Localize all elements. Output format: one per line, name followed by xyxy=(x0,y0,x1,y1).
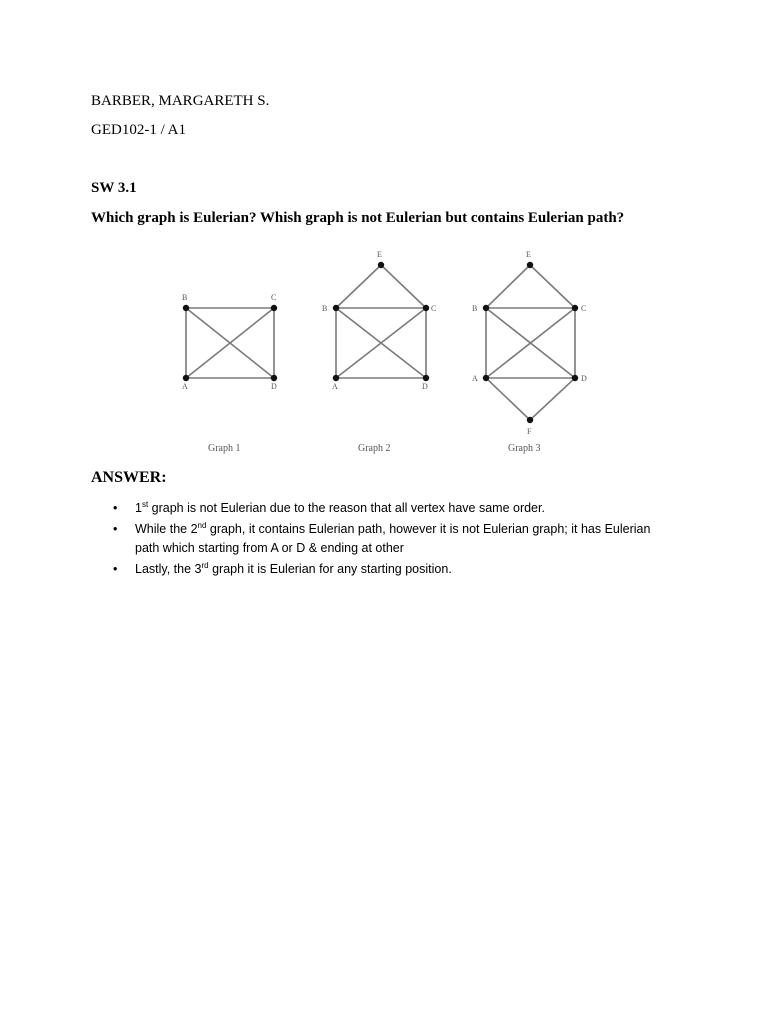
vertex-dot xyxy=(271,375,277,381)
vertex-dot xyxy=(527,417,533,423)
edge xyxy=(530,378,575,420)
answer-item: • Lastly, the 3rd graph it is Eulerian for any starting position. xyxy=(113,560,673,579)
graph-2-edges xyxy=(336,265,426,378)
vertex-dot xyxy=(333,305,339,311)
edge xyxy=(336,265,381,308)
vertex-label: B xyxy=(182,293,188,302)
edge xyxy=(486,378,530,420)
vertex-dot xyxy=(423,305,429,311)
vertex-dot xyxy=(483,305,489,311)
vertex-label: A xyxy=(472,374,478,383)
edge xyxy=(486,265,530,308)
graph-caption: Graph 3 xyxy=(508,443,541,454)
edge xyxy=(530,265,575,308)
vertex-label: E xyxy=(526,250,531,259)
vertex-label: B xyxy=(472,304,478,313)
vertex-label: C xyxy=(271,293,277,302)
vertex-label: C xyxy=(431,304,437,313)
student-name: BARBER, MARGARETH S. xyxy=(91,93,270,109)
seatwork-title: SW 3.1 xyxy=(91,180,137,196)
bullet-icon: • xyxy=(113,522,118,536)
vertex-label: D xyxy=(581,374,587,383)
vertex-label: B xyxy=(322,304,328,313)
vertex-label: A xyxy=(332,382,338,391)
question-text: Which graph is Eulerian? Whish graph is not Eulerian but contains Eulerian path? xyxy=(91,210,625,226)
vertex-dot xyxy=(378,262,384,268)
vertex-dot xyxy=(572,305,578,311)
graph-caption: Graph 1 xyxy=(208,443,241,454)
vertex-dot xyxy=(333,375,339,381)
vertex-label: D xyxy=(271,382,277,391)
vertex-label: C xyxy=(581,304,587,313)
vertex-label: D xyxy=(422,382,428,391)
answer-heading: ANSWER: xyxy=(91,469,167,486)
graphs-figure xyxy=(170,245,600,460)
vertex-label: A xyxy=(182,382,188,391)
graph-1-edges xyxy=(186,308,274,378)
vertex-dot xyxy=(183,375,189,381)
vertex-dot xyxy=(527,262,533,268)
graph-caption: Graph 2 xyxy=(358,443,391,454)
vertex-dot xyxy=(183,305,189,311)
vertex-dot xyxy=(271,305,277,311)
answer-item: • While the 2nd graph, it contains Eulerian path, however it is not Eulerian graph; it has Eulerian path which starting from A or D & ending at other xyxy=(113,521,651,555)
course-section: GED102-1 / A1 xyxy=(91,122,186,138)
vertex-dot xyxy=(423,375,429,381)
bullet-icon: • xyxy=(113,501,118,515)
edge xyxy=(381,265,426,308)
vertex-dot xyxy=(572,375,578,381)
vertex-label: F xyxy=(527,427,532,436)
answer-item: • 1st graph is not Eulerian due to the reason that all vertex have same order. xyxy=(113,499,673,518)
vertex-dot xyxy=(483,375,489,381)
vertex-label: E xyxy=(377,250,382,259)
answer-list xyxy=(113,499,673,581)
graph-3-edges xyxy=(486,265,575,420)
bullet-icon: • xyxy=(113,562,118,576)
